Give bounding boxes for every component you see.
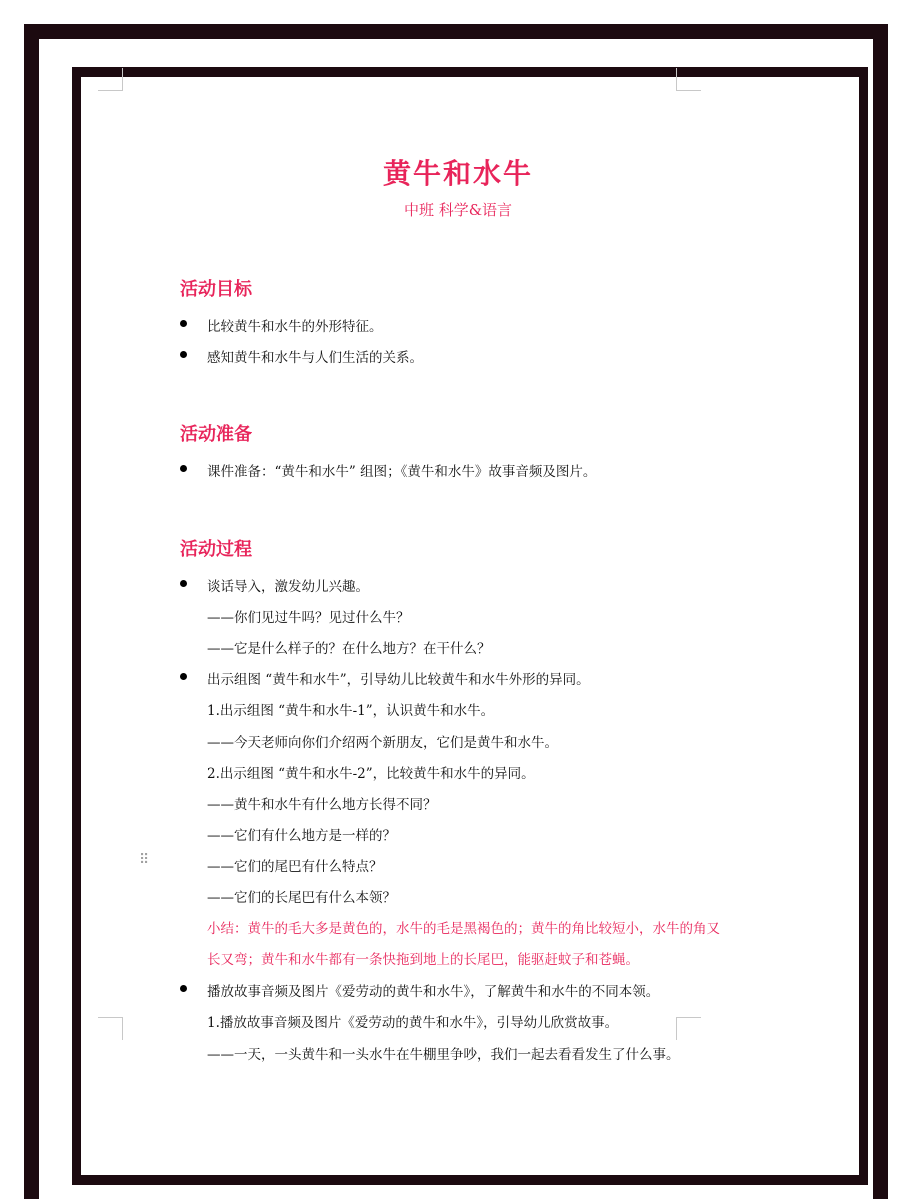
list-item: 谈话导入，激发幼儿兴趣。	[207, 579, 369, 595]
bullet-icon	[180, 465, 187, 472]
bullet-icon	[180, 673, 187, 680]
drag-handle-icon[interactable]: ⠿	[139, 852, 150, 868]
list-item: 感知黄牛和水牛与人们生活的关系。	[207, 350, 423, 366]
margin-corner-top-left	[98, 68, 123, 91]
margin-corner-bottom-right	[676, 1017, 701, 1040]
bullet-icon	[180, 580, 187, 587]
summary-text: 长又弯；黄牛和水牛都有一条快拖到地上的长尾巴，能驱赶蚊子和苍蝇。	[207, 952, 639, 968]
list-item: 出示组图 “黄牛和水牛”，引导幼儿比较黄牛和水牛外形的异同。	[207, 672, 590, 688]
list-item: ——它们的长尾巴有什么本领？	[207, 890, 396, 906]
page-subtitle: 中班 科学&语言	[403, 201, 513, 219]
list-item: ——一天，一头黄牛和一头水牛在牛棚里争吵，我们一起去看看发生了什么事。	[207, 1047, 680, 1063]
bullet-icon	[180, 985, 187, 992]
bullet-icon	[180, 351, 187, 358]
list-item: ——它们有什么地方是一样的？	[207, 828, 396, 844]
list-item: 课件准备：“黄牛和水牛” 组图；《黄牛和水牛》故事音频及图片。	[207, 464, 597, 480]
list-item: 1.出示组图 “黄牛和水牛-1”，认识黄牛和水牛。	[207, 703, 495, 719]
list-item: ——它们的尾巴有什么特点？	[207, 859, 383, 875]
list-item: 2.出示组图 “黄牛和水牛-2”，比较黄牛和水牛的异同。	[207, 766, 535, 782]
summary-text: 小结：黄牛的毛大多是黄色的，水牛的毛是黑褐色的；黄牛的角比较短小，水牛的角又	[207, 921, 720, 937]
bullet-icon	[180, 320, 187, 327]
section-heading-prep: 活动准备	[180, 424, 252, 445]
section-heading-process: 活动过程	[180, 539, 252, 560]
list-item: 比较黄牛和水牛的外形特征。	[207, 319, 383, 335]
margin-corner-bottom-left	[98, 1017, 123, 1040]
section-heading-goals: 活动目标	[180, 279, 252, 300]
list-item: 播放故事音频及图片《爱劳动的黄牛和水牛》，了解黄牛和水牛的不同本领。	[207, 984, 660, 1000]
margin-corner-top-right	[676, 68, 701, 91]
list-item: ——黄牛和水牛有什么地方长得不同？	[207, 797, 437, 813]
list-item: ——今天老师向你们介绍两个新朋友，它们是黄牛和水牛。	[207, 735, 558, 751]
list-item: ——它是什么样子的？在什么地方？在干什么？	[207, 641, 491, 657]
list-item: ——你们见过牛吗？见过什么牛？	[207, 610, 410, 626]
list-item: 1.播放故事音频及图片《爱劳动的黄牛和水牛》，引导幼儿欣赏故事。	[207, 1015, 619, 1031]
page-title: 黄牛和水牛	[382, 157, 533, 190]
